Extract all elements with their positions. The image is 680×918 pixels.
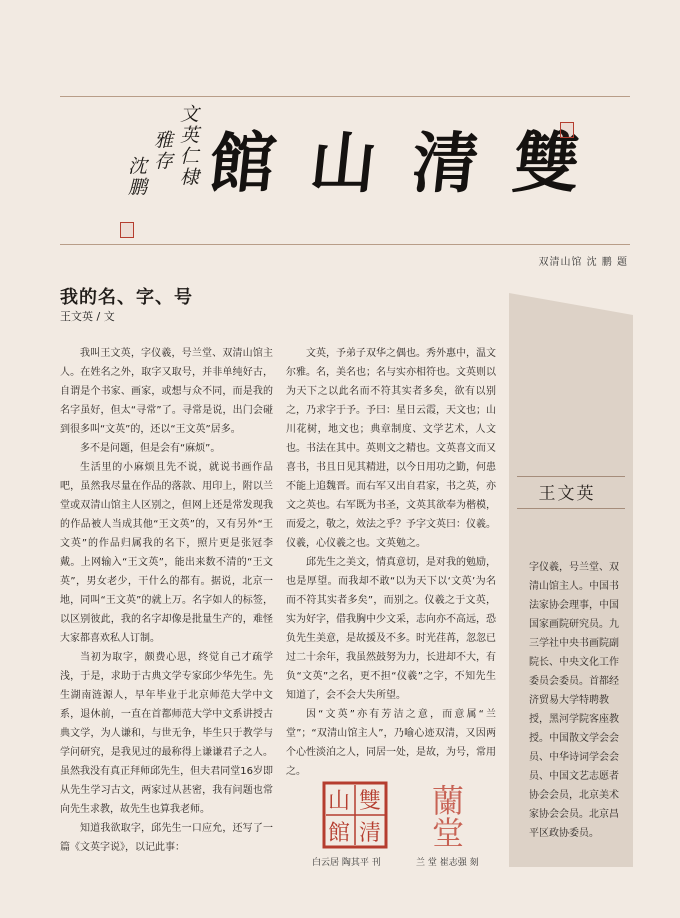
lantang-seal-icon bbox=[412, 778, 484, 848]
paragraph: 多不是问题，但是会有“麻烦”。 bbox=[80, 443, 221, 454]
profile-name: 王文英 bbox=[538, 484, 596, 504]
inscription-line: 沈鹏 bbox=[125, 156, 147, 198]
banner-title-char: 雙 bbox=[509, 123, 584, 202]
panel-divider bbox=[517, 508, 625, 509]
seal-char: 館 bbox=[327, 821, 351, 846]
banner-top-rule bbox=[60, 96, 630, 97]
calligraphy-banner bbox=[100, 104, 605, 240]
seal-char: 蘭 bbox=[431, 782, 465, 820]
banner-title-char: 館 bbox=[205, 123, 280, 202]
paragraph: 生活里的小麻烦且先不说，就说书画作品吧，虽然我尽量在作品的落款、用印上，附以兰堂或双清山馆主人区别之，但网上还是常发现我的作品被人当成其他“王文英”的，又有另外“王文英”的作品归属我的名下，照片更是张冠李戴。上网输入“王文英”，能出来数不清的“王文英”，男女老少，干什么的都有。据说，北京一地，同叫“王文英”的就上万。名字如人的标签，以区别彼此，我的名字却像是批量生产的，难怪大家都喜欢私人订制。 bbox=[60, 462, 273, 644]
seal-char: 堂 bbox=[431, 814, 465, 848]
banner-title-char: 山 bbox=[306, 123, 381, 202]
inscription-line: 文英仁棣 bbox=[177, 104, 199, 188]
artist-seal-icon bbox=[120, 222, 134, 238]
seal-char: 山 bbox=[327, 789, 351, 814]
banner-title bbox=[205, 112, 584, 202]
article-title: 我的名、字、号 bbox=[60, 287, 193, 308]
banner-title-char: 清 bbox=[407, 123, 483, 202]
article-column-1 bbox=[60, 344, 273, 857]
seal-char: 清 bbox=[358, 821, 382, 846]
author-profile-panel bbox=[509, 293, 633, 867]
right-seal-caption: 兰 堂 崔志强 刻 bbox=[416, 858, 479, 868]
shuangqing-shanguan-seal-icon bbox=[322, 781, 388, 849]
paragraph: 因“文英”亦有芳洁之意，而意属“兰堂”；“双清山馆主人”，乃喻心迹双清，又因两个心性淡泊之人，同居一处，是故，为号，常用之。 bbox=[286, 709, 496, 777]
paragraph: 知道我欲取字，邱先生一口应允，还写了一篇《文英字说》，以记此事： bbox=[60, 823, 273, 853]
paragraph: 当初为取字，颇费心思，终觉自己才疏学浅，于是，求助于古典文学专家邱少华先生。先生湖南涟源人，早年毕业于北京师范大学中文系，退休前，一直在首都师范大学中文系讲授古典文学，为人谦和，与世无争，毕生只于教学与学问研究，是我见过的最称得上谦谦君子之人。虽然我没有真正拜师邱先生，但夫君同堂16岁即从先生学习古文，两家过从甚密，我有问题也常向先生求教，故先生也算我老师。 bbox=[60, 652, 273, 815]
article-author: 王文英 / 文 bbox=[60, 310, 115, 323]
left-seal-caption: 白云居 陶其平 刊 bbox=[312, 858, 381, 868]
paragraph: 我叫王文英，字仪羲，号兰堂、双清山馆主人。在姓名之外，取字又取号，并非单纯好古，自谓是个书家、画家，或想与众不同，而是我的名字虽好，但太“寻常”了。寻常是说，出门会碰到很多叫“文英”的，还以“王文英”居多。 bbox=[60, 348, 273, 435]
paragraph: 邱先生之美文，情真意切，是对我的勉励，也是厚望。而我却不敢“以为天下以‘文英’为名而不符其实者多矣”，而别之。仪羲之于文英，实为好字，借我胸中少文采，志向亦不高远，恐负先生美意，是故援及不多。时光荏苒，忽忽已过二十余年，我虽然鼓努为力，长进却不大，有负“文英”之名，更不担“仪羲”之字，不知先生知道了，会不会大失所望。 bbox=[286, 557, 496, 701]
calligraphy-credit: 双清山馆 沈 鹏 题 bbox=[538, 257, 628, 268]
paragraph: 文英，予弟子双华之偶也。秀外惠中，温文尔雅。名，美名也；名与实亦相符也。文英则以为天下之以此名而不符其实者多矣，欲有以别之，乃求字于予。予曰：星日云霞，天文也；山川花树，地文也；典章制度、文学艺术，人文也。书法在其中。英则文之精也。文英喜文而又喜书，书且日见其精进，以今日用功之勤，何患不能上追魏晋。而右军又出自君家，书之英，亦文之英也。右军既为书圣，文英其欲奉为楷模，而爱之，敬之，效法之乎？予字文英曰：仪羲。仪羲，心仪羲之也。文英勉之。 bbox=[286, 348, 496, 549]
seal-char: 雙 bbox=[358, 789, 382, 814]
profile-bio: 字仪羲，号兰堂、双清山馆主人。中国书法家协会理事，中国国家画院研究员。九三学社中央书画院副院长、中央文化工作委员会委员。首都经济贸易大学特聘教授，黑河学院客座教授。中国散文学会会员、中华诗词学会会员、中国文艺志愿者协会会员，北京美术家协会会员。北京昌平区政协委员。 bbox=[529, 562, 619, 839]
calligraphy-inscription bbox=[115, 104, 200, 209]
article-column-2 bbox=[286, 344, 496, 781]
banner-bottom-rule bbox=[60, 244, 630, 245]
panel-divider bbox=[517, 476, 625, 477]
leading-seal-icon bbox=[560, 122, 574, 138]
inscription-line: 雅存 bbox=[151, 130, 173, 172]
